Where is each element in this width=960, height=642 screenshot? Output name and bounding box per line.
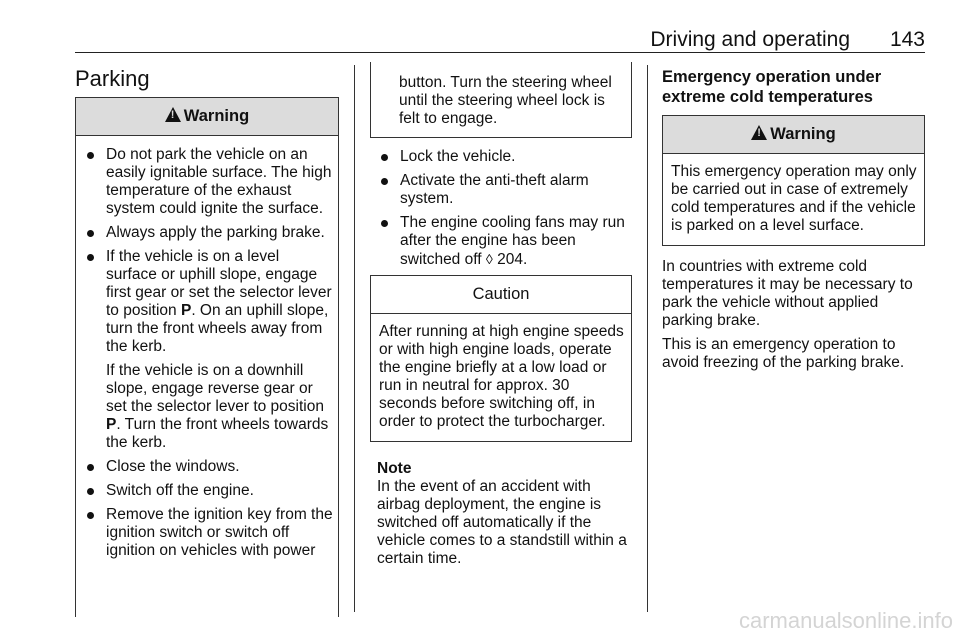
page-number: 143 [889, 28, 925, 51]
parking-steps-list [377, 148, 632, 269]
warning-box-parking [75, 97, 339, 617]
note-body: In the event of an accident with airbag deployment, the engine is switched off automatically if the vehicle comes to a standstill within a certain time. [377, 478, 627, 567]
warning-box-header [76, 98, 338, 136]
list-item: Close the windows. [83, 458, 334, 476]
list-item: Lock the vehicle. [377, 148, 632, 166]
note-block [370, 460, 632, 568]
warning-list [83, 146, 334, 560]
warning-triangle-icon [165, 107, 181, 122]
column-divider-1 [354, 65, 355, 612]
emergency-paragraphs [662, 258, 925, 372]
header-rule [75, 52, 925, 53]
warning-box-emergency [662, 115, 925, 246]
column-1 [75, 66, 339, 617]
list-item: Switch off the engine. [83, 482, 334, 500]
caution-box-body: After running at high engine speeds or with high engine loads, operate the engine briefly at a low load or run in neutral for approx. 30 seconds before switching off, in order to protect the turbocharger. [379, 323, 624, 430]
running-header-title: Driving and operating [650, 28, 850, 51]
list-item: Do not park the vehicle on an easily ignitable surface. The high temperature of the exhaust system could ignite the surface. [83, 146, 334, 218]
column-3 [662, 67, 925, 378]
note-label: Note [377, 460, 412, 477]
column-divider-2 [647, 65, 648, 612]
paragraph: In countries with extreme cold temperatures it may be necessary to park the vehicle without applied parking brake. [662, 258, 913, 329]
list-item: The engine cooling fans may run after the engine has been switched off ◊ 204. [377, 214, 632, 269]
page-reference-icon: ◊ [485, 251, 493, 267]
watermark: carmanualsonline.info [738, 608, 953, 633]
warning-box-body [76, 136, 338, 560]
warning-box-body: This emergency operation may only be carried out in case of extremely cold temperatures and if the vehicle is parked on a level surface. [671, 163, 917, 234]
paragraph: This is an emergency operation to avoid freezing of the parking brake. [662, 336, 905, 371]
list-item-continued: If the vehicle is on a downhill slope, engage reverse gear or set the selector lever to position P. Turn the front wheels towards the kerb. [106, 362, 329, 451]
continued-text: button. Turn the steering wheel until the steering wheel lock is felt to engage. [399, 74, 612, 127]
list-item: If the vehicle is on a level surface or uphill slope, engage first gear or set the selector lever to position P. On an uphill slope, turn the front wheels away from the kerb. [83, 248, 334, 356]
list-item: Activate the anti-theft alarm system. [377, 172, 632, 208]
warning-title: Warning [770, 125, 836, 143]
column-2 [370, 62, 632, 568]
list-item: Always apply the parking brake. [83, 224, 334, 242]
warning-triangle-icon [751, 125, 767, 140]
warning-title: Warning [183, 107, 250, 125]
caution-box [370, 275, 632, 442]
section-heading-parking: Parking [75, 66, 150, 91]
page-reference-number: 204 [497, 251, 523, 268]
warning-box-continued [370, 62, 632, 138]
warning-box-header [663, 116, 924, 154]
list-item: Remove the ignition key from the ignition switch or switch off ignition on vehicles with power [83, 506, 334, 560]
caution-box-header: Caution [371, 276, 631, 314]
section-heading-emergency: Emergency operation under extreme cold temperatures [662, 68, 882, 106]
